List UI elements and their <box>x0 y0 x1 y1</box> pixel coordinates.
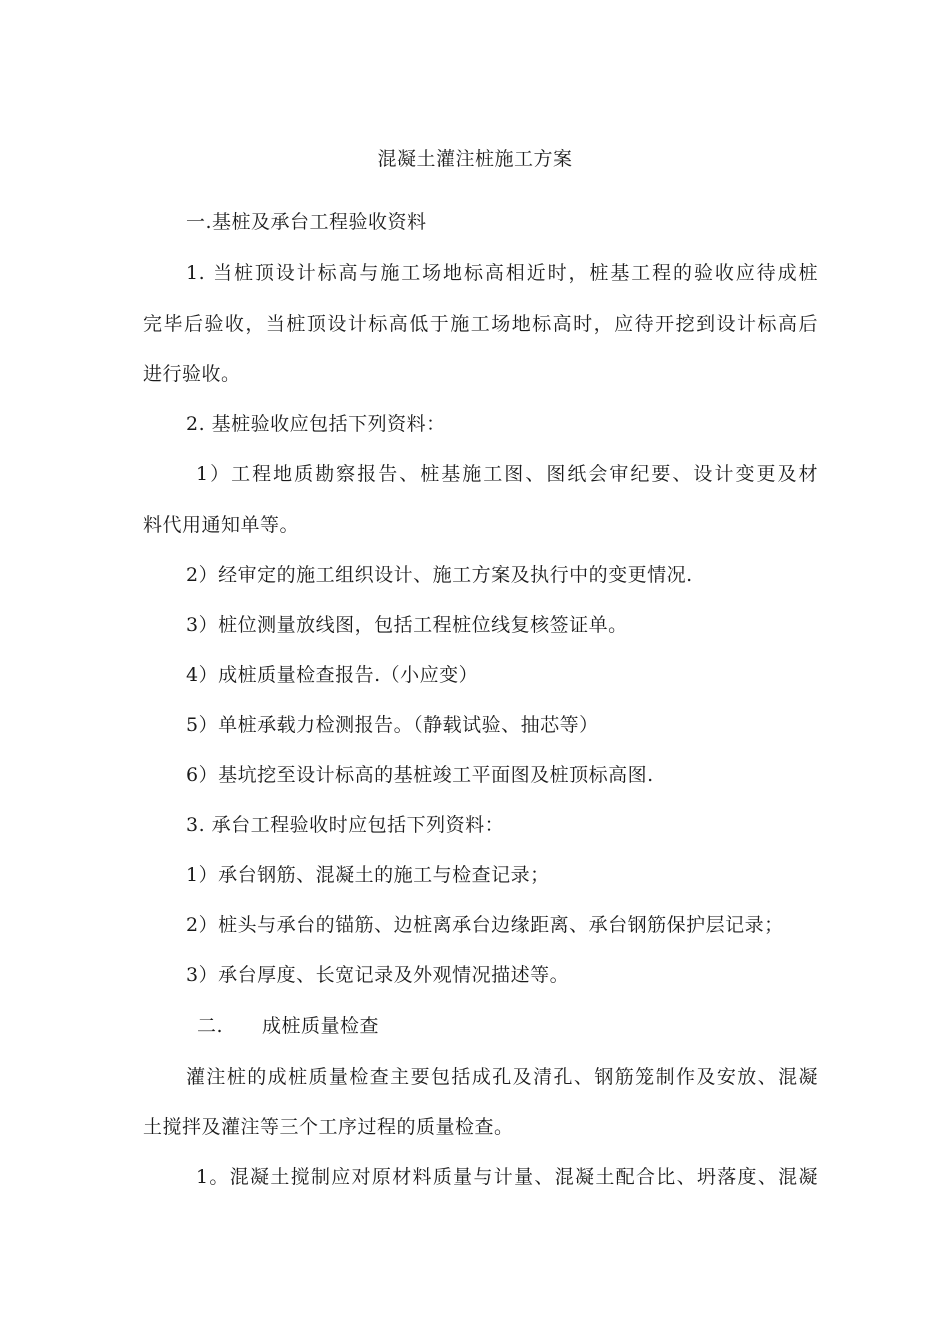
paragraph-line: 完毕后验收，当桩顶设计标高低于施工场地标高时，应待开挖到设计标高后 <box>143 313 818 335</box>
paragraph-line: 料代用通知单等。 <box>143 514 300 536</box>
list-item: 3）承台厚度、长宽记录及外观情况描述等。 <box>186 964 570 986</box>
list-item: 1）工程地质勘察报告、桩基施工图、图纸会审纪要、设计变更及材 <box>196 463 818 485</box>
document-title: 混凝土灌注桩施工方案 <box>377 148 573 170</box>
section-heading-2: 二. 成桩质量检查 <box>197 1015 380 1037</box>
list-item: 1）承台钢筋、混凝土的施工与检查记录； <box>186 864 550 886</box>
list-item: 6）基坑挖至设计标高的基桩竣工平面图及桩顶标高图. <box>186 764 654 786</box>
paragraph-line: 1。混凝土搅制应对原材料质量与计量、混凝土配合比、坍落度、混凝 <box>196 1166 818 1188</box>
list-item: 2）经审定的施工组织设计、施工方案及执行中的变更情况. <box>186 564 693 586</box>
section-heading-1: 一.基桩及承台工程验收资料 <box>186 211 427 233</box>
paragraph-line: 土搅拌及灌注等三个工序过程的质量检查。 <box>143 1116 514 1138</box>
paragraph-line: 2. 基桩验收应包括下列资料： <box>186 413 446 435</box>
list-item: 2）桩头与承台的锚筋、边桩离承台边缘距离、承台钢筋保护层记录； <box>186 914 784 936</box>
paragraph-line: 3. 承台工程验收时应包括下列资料： <box>186 814 505 836</box>
paragraph-line: 进行验收。 <box>143 363 241 385</box>
list-item: 4）成桩质量检查报告.（小应变） <box>186 664 479 686</box>
list-item: 5）单桩承载力检测报告。（静载试验、抽芯等） <box>186 714 599 736</box>
paragraph-line: 1. 当桩顶设计标高与施工场地标高相近时，桩基工程的验收应待成桩 <box>186 262 818 284</box>
paragraph-line: 灌注桩的成桩质量检查主要包括成孔及清孔、钢筋笼制作及安放、混凝 <box>186 1066 818 1088</box>
list-item: 3）桩位测量放线图，包括工程桩位线复核签证单。 <box>186 614 628 636</box>
